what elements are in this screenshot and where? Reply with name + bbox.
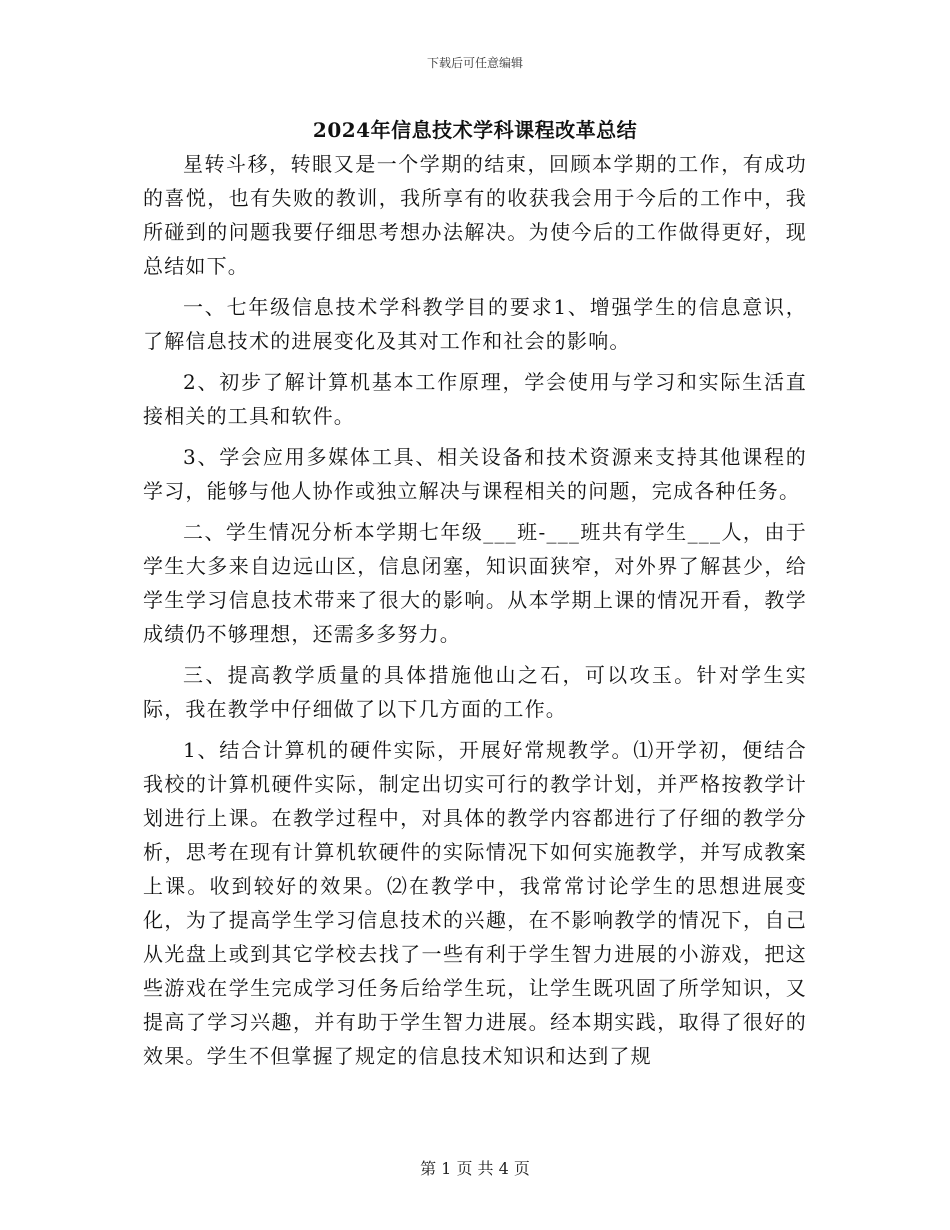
download-edit-note: 下载后可任意编辑 (426, 56, 523, 70)
paragraph-item-2: 2、初步了解计算机基本工作原理，学会使用与学习和实际生活直接相关的工具和软件。 (143, 370, 807, 428)
paragraph-measure-1: 1、结合计算机的硬件实际，开展好常规教学。⑴开学初，便结合我校的计算机硬件实际，制定出切实可行的教学计划，并严格按教学计划进行上课。在教学过程中，对具体的教学内容都进行了仔细的教学分析，思考在现有计算机软硬件的实际情况下如何实施教学，并写成教案上课。收到较好的效果。⑵在教学中，我常常讨论学生的思想进展变化，为了提高学生学习信息技术的兴趣，在不影响教学的情况下，自己从光盘上或到其它学校去找了一些有利于学生智力进展的小游戏，把这些游戏在学生完成学习任务后给学生玩，让学生既巩固了所学知识，又提高了学习兴趣，并有助于学生智力进展。经本期实践，取得了很好的效果。学生不但掌握了规定的信息技术知识和达到了规 (143, 738, 807, 1068)
paragraph-section-3: 三、提高教学质量的具体措施他山之石，可以攻玉。针对学生实际，我在教学中仔细做了以下几方面的工作。 (143, 663, 807, 721)
paragraph-item-3: 3、学会应用多媒体工具、相关设备和技术资源来支持其他课程的学习，能够与他人协作或独立解决与课程相关的问题，完成各种任务。 (143, 445, 807, 503)
document-body (143, 147, 807, 1080)
page-number-footer: 第 1 页 共 4 页 (420, 1159, 530, 1178)
paragraph-section-2: 二、学生情况分析本学期七年级___班-___班共有学生___人，由于学生大多来自边远山区，信息闭塞，知识面狭窄，对外界了解甚少，给学生学习信息技术带来了很大的影响。从本学期上课的情况开看，教学成绩仍不够理想，还需多多努力。 (143, 520, 807, 646)
paragraph-intro: 星转斗移，转眼又是一个学期的结束，回顾本学期的工作，有成功的喜悦，也有失败的教训，我所享有的收获我会用于今后的工作中，我所碰到的问题我要仔细思考想办法解决。为使今后的工作做得更好，现总结如下。 (143, 152, 807, 278)
paragraph-section-1: 一、七年级信息技术学科教学目的要求1、增强学生的信息意识，了解信息技术的进展变化及其对工作和社会的影响。 (143, 295, 807, 353)
document-title: 2024年信息技术学科课程改革总结 (312, 118, 638, 142)
